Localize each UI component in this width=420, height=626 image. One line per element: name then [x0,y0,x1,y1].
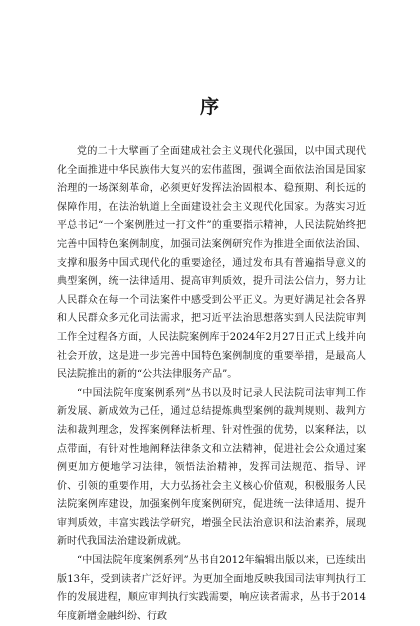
paragraph-1: 党的二十大擘画了全面建成社会主义现代化强国，以中国式现代化全面推进中华民族伟大复兴的宏伟蓝图，强调全面依法治国是国家治理的一场深刻革命，必须更好发挥法治固根本、稳预期、利长远的保障作用，在法治轨道上全面建设社会主义现代化国家。为落实习近平总书记“一个案例胜过一打文件”的重要指示精神，人民法院始终把完善中国特色案例制度，加强司法案例研究作为推进全面依法治国、支撑和服务中国式现代化的重要途径，通过发布具有普遍指导意义的典型案例，统一法律适用、提高审判质效，提升司法公信力，努力让人民群众在每一个司法案件中感受到公平正义。为更好满足社会各界和人民群众多元化司法需求，把习近平法治思想落实到人民法院审判工作全过程各方面，人民法院案例库于2024年2月27日正式上线并向社会开放，这是进一步完善中国特色案例制度的重要举措，是最高人民法院推出的新的“公共法律服务产品”。 [57,146,366,381]
paragraph-2: “中国法院年度案例系列”丛书以及时记录人民法院司法审判工作新发展、新成效为己任，通过总结提炼典型案例的裁判规则、裁判方法和裁判理念，发挥案例释法析理、针对性强的优势，以案释法，以点带面，有针对性地阐释法律条文和立法精神，促进社会公众通过案例更加方便地学习法律，领悟法治精神，发挥司法规范、指导、评价、引领的重要作用，大力弘扬社会主义核心价值观，积极服务人民法院案例库建设，加强案例年度案例研究，促进统一法律适用、提升审判质效，丰富实践法学研究，增强全民法治意识和法治素养，展现新时代我国法治建设新成就。 [57,387,366,548]
page-title: 序 [199,96,220,118]
preface-body [57,143,366,626]
paragraph-3: “中国法院年度案例系列”丛书自2012年编辑出版以来，已连续出版13年，受到读者广泛好评。为更加全面地反映我国司法审判执行工作的发展进程，顺应审判执行实践需要，响应读者需求，丛书于2014年度新增金融纠纷、行政 [57,555,366,622]
